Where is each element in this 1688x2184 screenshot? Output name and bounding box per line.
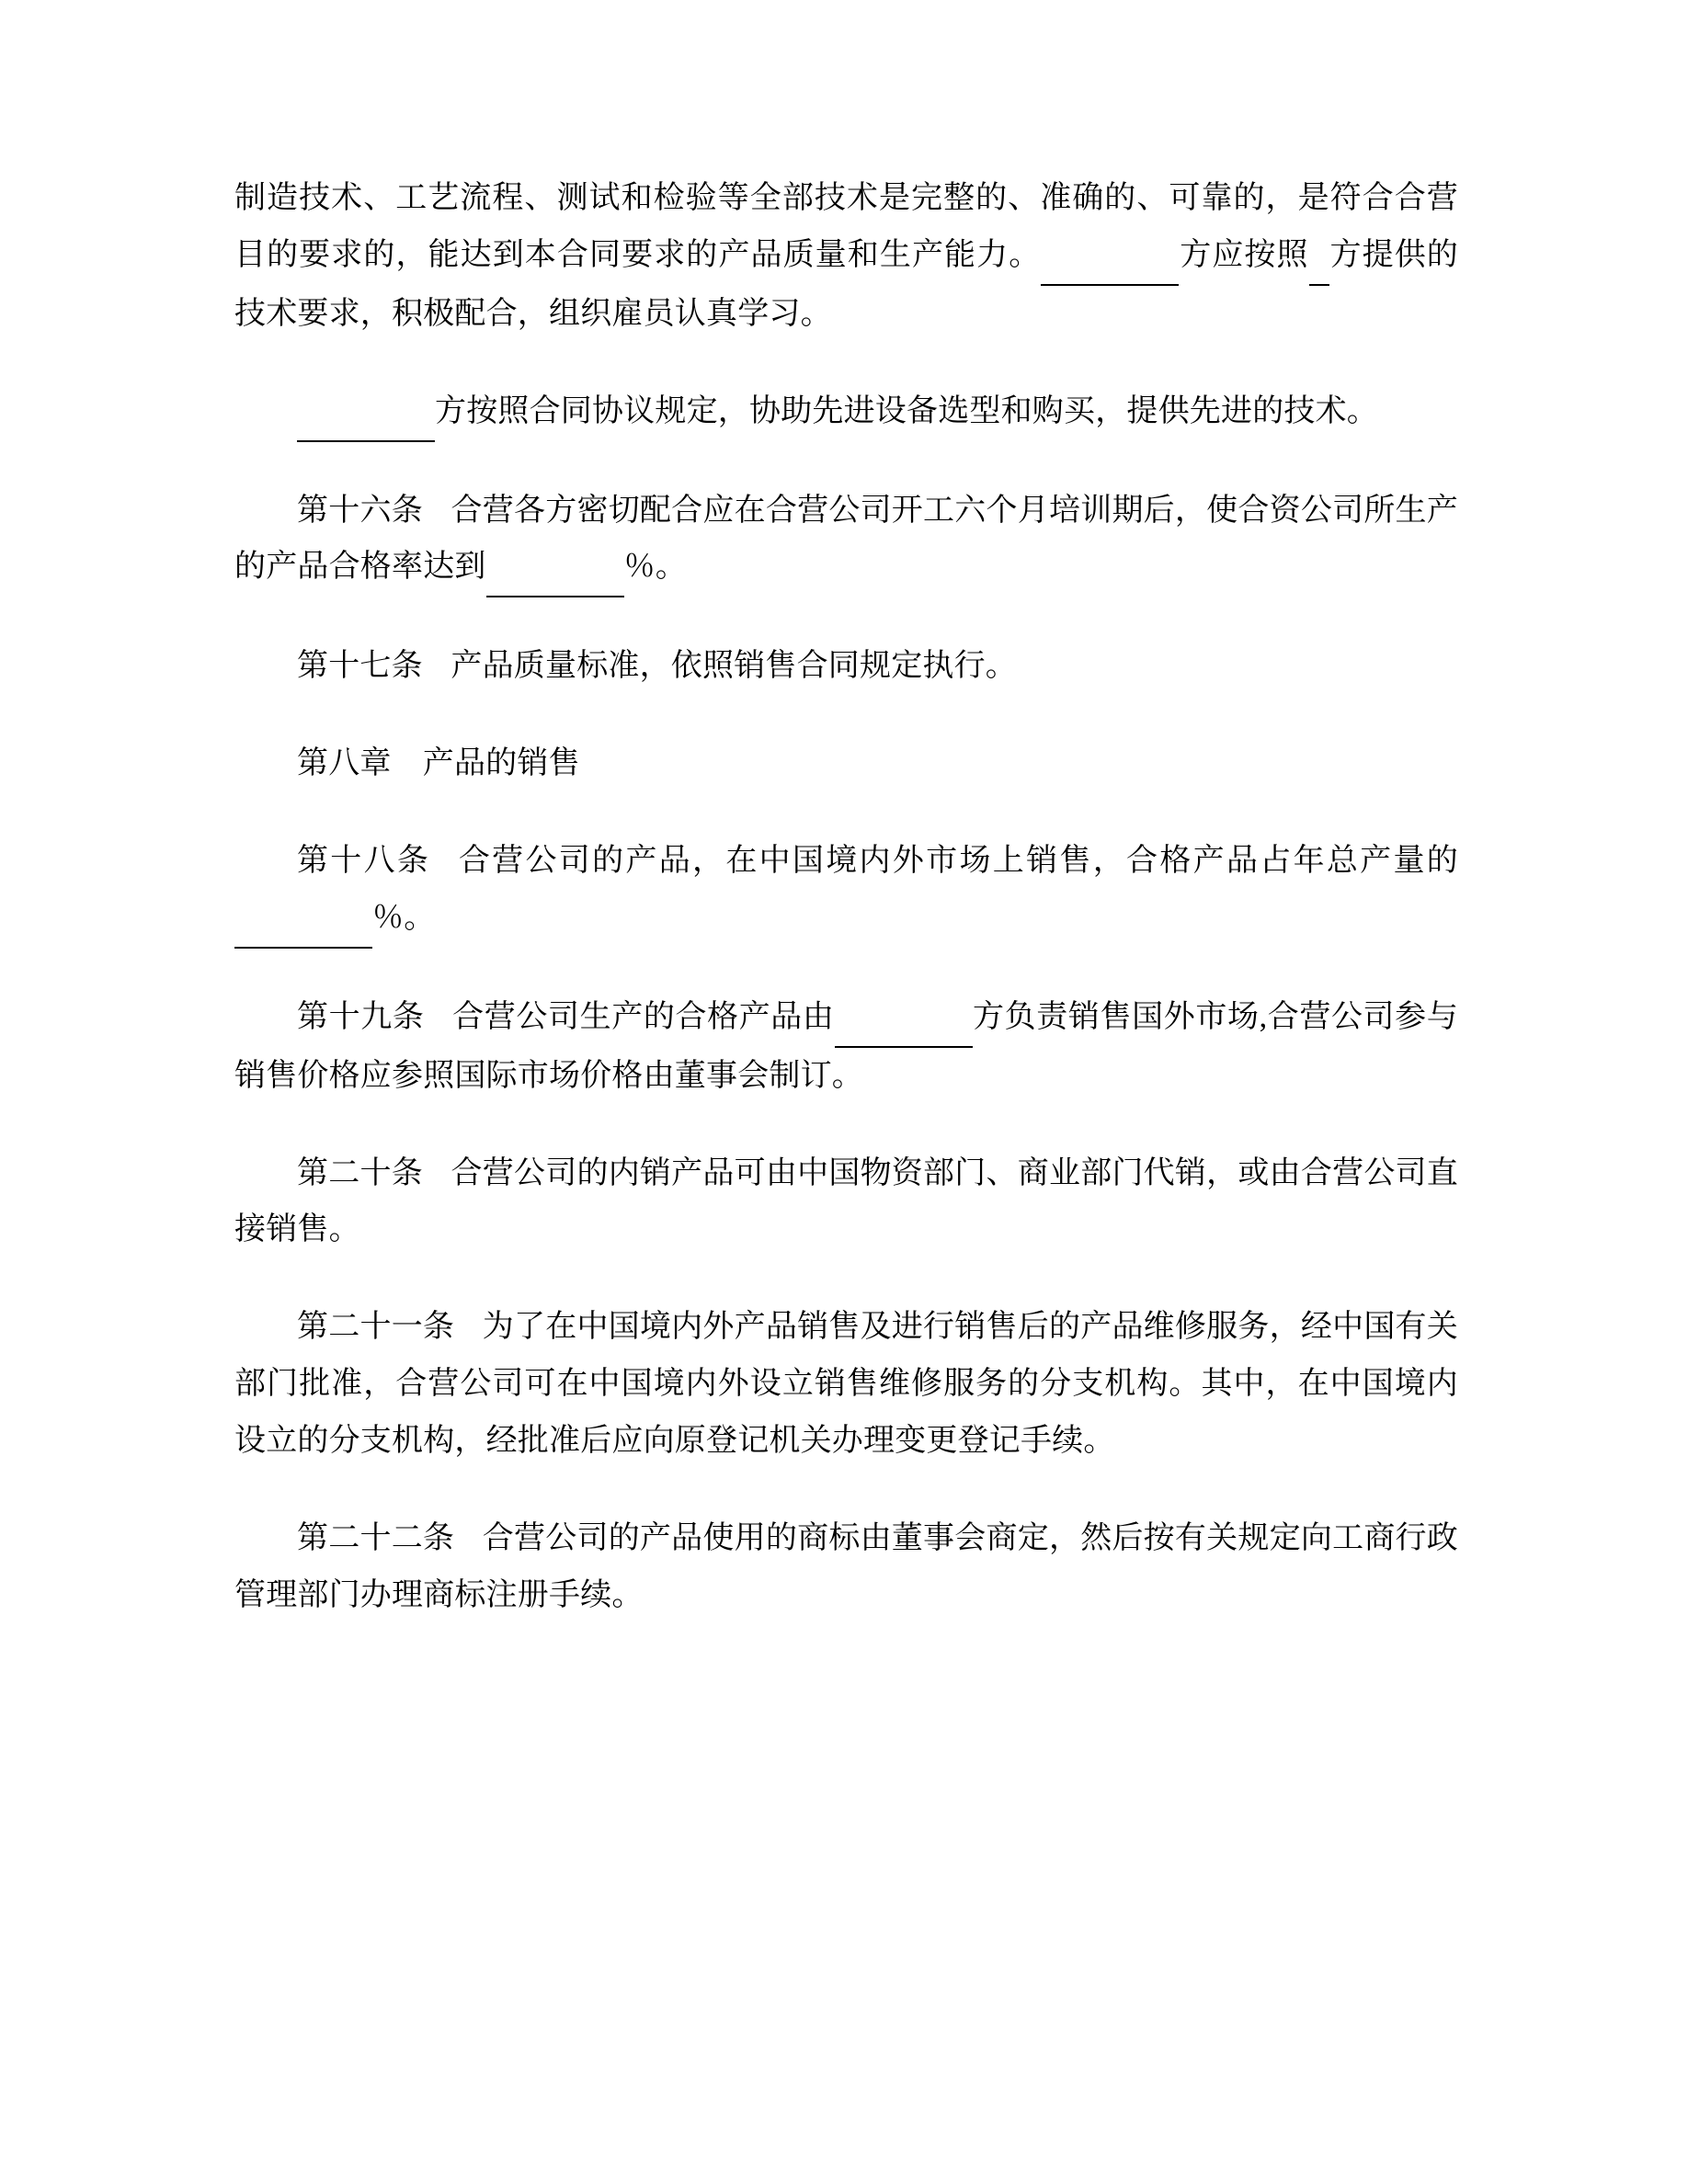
article-paragraph (234, 989, 1458, 1105)
paragraph-text: 方应按照 (1179, 237, 1309, 272)
paragraph-text: 方提供的技术要求，积极配合，组织雇员认真学习。 (234, 237, 1458, 331)
paragraph-text: 合营各方密切配合应在合营公司开工六个月培训期后，使合资公司所生产的产品合格率达到 (234, 493, 1458, 585)
chapter-heading (234, 735, 1458, 792)
fill-in-blank[interactable] (486, 539, 624, 597)
article-number: 第二十一条 (297, 1310, 455, 1345)
paragraph-text: 合营公司生产的合格产品由 (452, 999, 835, 1034)
paragraph-text: ％。 (372, 900, 436, 935)
article-number: 第十九条 (297, 999, 425, 1034)
fill-in-blank[interactable] (1041, 227, 1179, 286)
paragraph-text: 产品质量标准，依照销售合同规定执行。 (451, 649, 1018, 684)
article-number: 第十八条 (297, 844, 431, 878)
body-paragraph (234, 170, 1458, 343)
paragraph-text: 制造技术、工艺流程、测试和检验等全部技术是完整的、准确的、可靠的，是符合合营目的要求的，能达到本合同要求的产品质量和生产能力。 (234, 181, 1458, 272)
fill-in-blank[interactable] (297, 383, 435, 442)
paragraph-text: 第八章 产品的销售 (297, 746, 580, 781)
fill-in-blank[interactable] (1309, 227, 1329, 286)
paragraph-text: 合营公司的内销产品可由中国物资部门、商业部门代销，或由合营公司直接销售。 (234, 1155, 1458, 1247)
body-paragraph (234, 383, 1458, 442)
paragraph-text: 合营公司的产品，在中国境内外市场上销售，合格产品占年总产量的 (458, 844, 1458, 878)
paragraph-text: 为了在中国境内外产品销售及进行销售后的产品维修服务，经中国有关部门批准，合营公司可在中国境内外设立销售维修服务的分支机构。其中，在中国境内设立的分支机构，经批准后应向原登记机关办理变更登记手续。 (234, 1310, 1458, 1458)
article-paragraph (234, 833, 1458, 949)
article-number: 第十六条 (297, 493, 423, 528)
fill-in-blank[interactable] (234, 890, 372, 949)
article-number: 第十七条 (297, 649, 423, 684)
fill-in-blank[interactable] (835, 989, 973, 1048)
paragraph-text: 合营公司的产品使用的商标由董事会商定，然后按有关规定向工商行政管理部门办理商标注册手续。 (234, 1520, 1458, 1612)
article-paragraph (234, 483, 1458, 598)
article-paragraph (234, 1145, 1458, 1259)
paragraph-text: ％。 (623, 550, 688, 585)
article-number: 第二十二条 (297, 1520, 455, 1555)
article-paragraph (234, 1510, 1458, 1624)
document-body (234, 170, 1458, 1624)
article-paragraph (234, 1299, 1458, 1470)
paragraph-text: 方按照合同协议规定，协助先进设备选型和购买，提供先进的技术。 (435, 393, 1378, 428)
article-number: 第二十条 (297, 1155, 423, 1190)
article-paragraph (234, 638, 1458, 695)
paragraph-text: 方负责销售国外市场,合营公司参与销售价格应参照国际市场价格由董事会制订。 (234, 999, 1459, 1093)
